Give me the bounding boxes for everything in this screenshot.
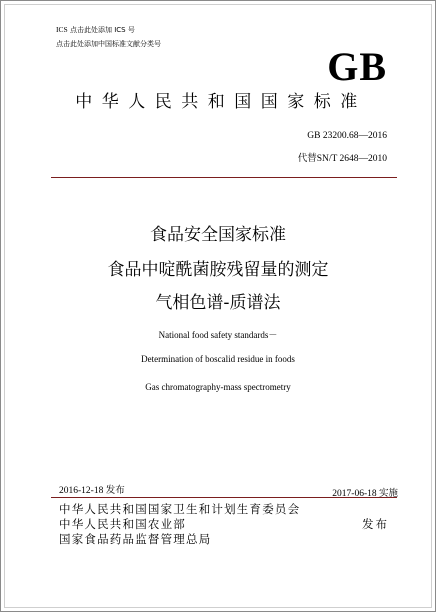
top-divider (51, 177, 397, 178)
replaces-standard: 代替SN/T 2648—2010 (297, 154, 387, 164)
issuer-line-2: 中华人民共和国农业部 (59, 517, 186, 531)
bottom-divider (51, 497, 397, 498)
issuer-line-3: 国家食品药品监督管理总局 (59, 532, 212, 546)
gb-logo: GB (327, 44, 387, 89)
title-line-2: 食品中啶酰菌胺残留量的测定 (107, 260, 329, 280)
implementation-date: 2017-06-18 实施 (332, 489, 398, 499)
english-title-line-2: Determination of boscalid residue in foods (141, 354, 295, 364)
english-title-line-3: Gas chromatography-mass spectrometry (145, 382, 291, 392)
ics-placeholder-note: 点击此处添加 ICS 号 (70, 26, 135, 34)
issuer-line-1: 中华人民共和国国家卫生和计划生育委员会 (59, 502, 301, 516)
title-line-3: 气相色谱-质谱法 (155, 293, 281, 313)
english-title-line-1: National food safety standards－ (158, 330, 278, 340)
issue-date: 2016-12-18 发布 (59, 486, 125, 496)
title-line-1: 食品安全国家标准 (150, 225, 286, 245)
national-standard-title: 中华人民共和国国家标准 (75, 92, 367, 112)
ics-code: ICS (56, 25, 68, 34)
publish-label: 发布 (362, 517, 389, 531)
standard-number: GB 23200.68—2016 (307, 131, 387, 141)
classification-placeholder-note: 点击此处添加中国标准文献分类号 (56, 40, 161, 48)
